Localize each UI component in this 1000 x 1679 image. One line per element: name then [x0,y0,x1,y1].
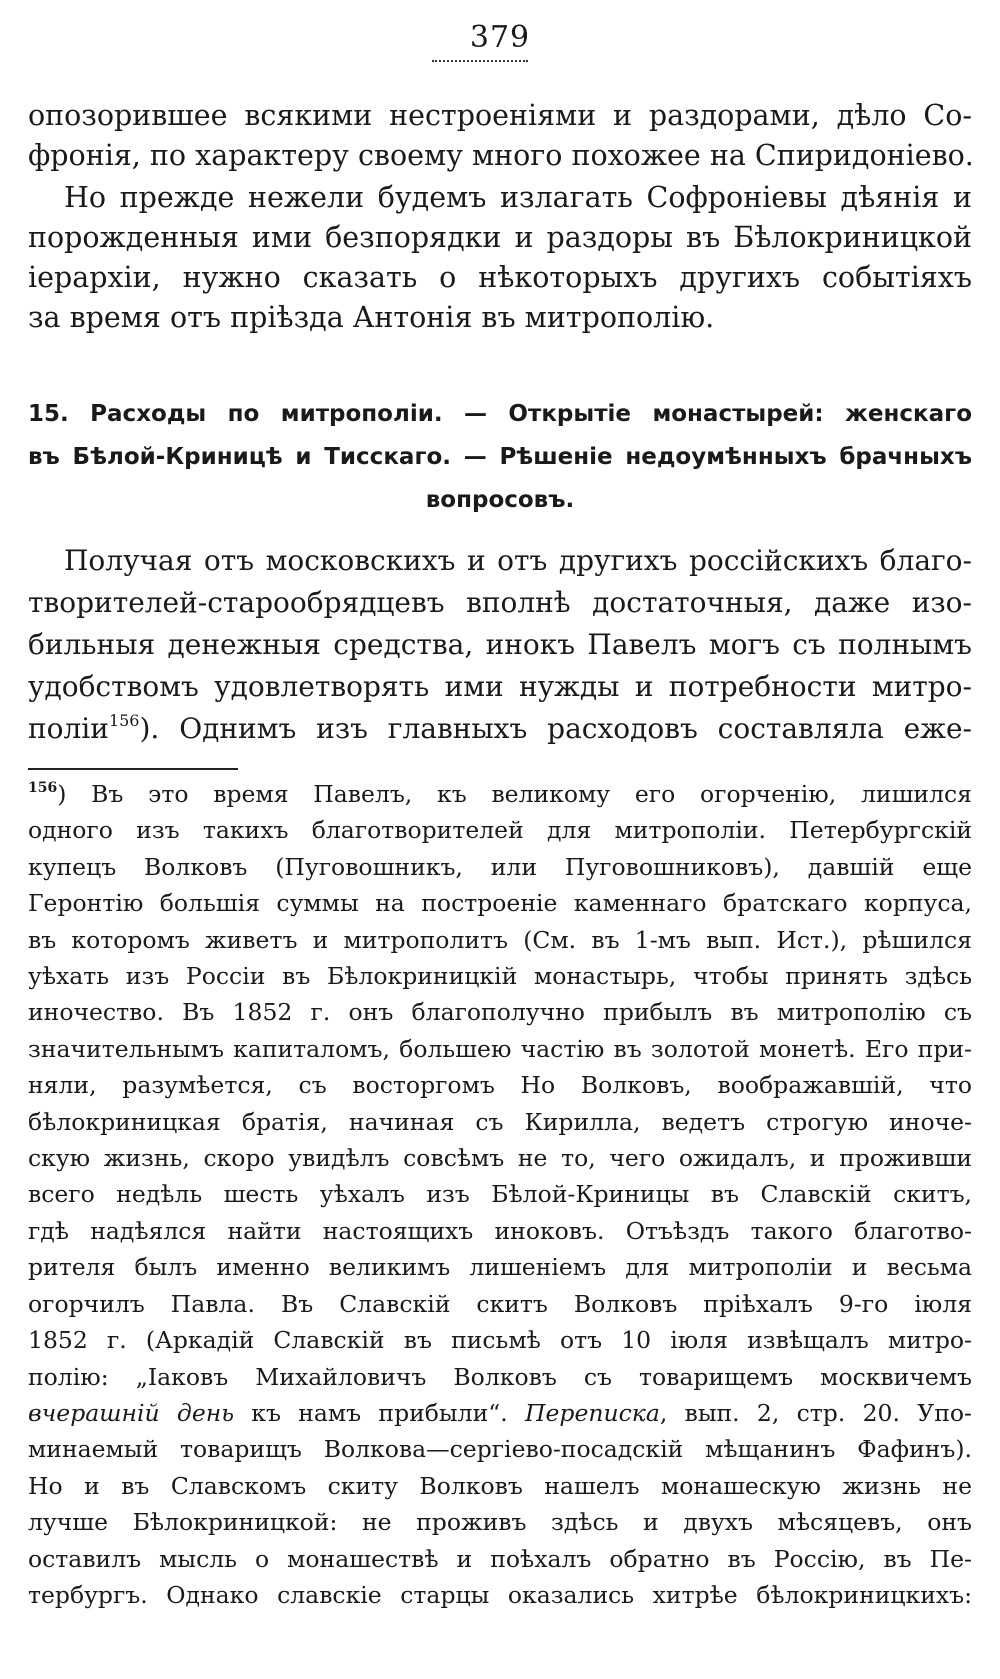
footnote-reference[interactable]: 156 [108,711,140,730]
footnote-line: въ которомъ живетъ и митрополитъ (См. въ 1-мъ вып. Ист.), рѣшился [28,925,972,954]
heading-line: вопросовъ. [425,487,575,513]
footnote-line: одного изъ такихъ благотворителей для митрополіи. Петербургскій [28,816,972,845]
footnote-line: гдѣ надѣялся найти настоящихъ иноковъ. Отъѣздъ такого благотво- [28,1216,972,1245]
paragraph-top [28,96,972,176]
footnote-line: всего недѣль шесть уѣхалъ изъ Бѣлой-Криницы въ Славскій скитъ, [28,1180,972,1209]
italic-quote: вчерашній день [28,1398,235,1427]
footnote-line: полію: „Іаковъ Михайловичъ Волковъ съ товарищемъ москвичемъ [28,1362,972,1391]
footnote-line [28,1395,972,1431]
text-fragment: поліи [28,712,109,745]
text-line: за время отъ пріѣзда Антонія въ митрополію. [28,301,715,334]
text-fragment: ). Однимъ изъ главныхъ расходовъ составляла еже- [139,712,972,745]
text-line: фронія, по характеру своему много похожее на Спиридоніево. [28,139,974,172]
footnote-line: минаемый товарищъ Волкова—сергіево-посадскій мѣщанинъ Фафинъ). [28,1435,972,1464]
footnote-line: Геронтію большія суммы на построеніе каменнаго братскаго корпуса, [28,889,972,918]
text-line: удобствомъ удовлетворять ими нужды и потребности митро- [28,670,972,703]
footnote-line: Но и въ Славскомъ скиту Волковъ нашелъ монашескую жизнь не [28,1471,972,1500]
footnote-line: скую жизнь, скоро увидѣлъ совсѣмъ не то, чего ожидалъ, и проживши [28,1144,972,1173]
footnote-divider [28,768,238,770]
footnote-line: 1852 г. (Аркадій Славскій въ письмѣ отъ 10 іюля извѣщалъ митро- [28,1326,972,1355]
footnote-line: рителя былъ именно великимъ лишеніемъ для митрополіи и весьма [28,1253,972,1282]
italic-source-title: Переписка [525,1398,660,1427]
section-heading [28,393,972,522]
footnote-line [28,776,972,812]
text-line: Получая отъ московскихъ и отъ другихъ россійскихъ благо- [64,544,972,577]
page-number-rule [432,60,528,62]
footnote-line: лучше Бѣлокриницкой: не проживъ здѣсь и двухъ мѣсяцевъ, онъ [28,1508,972,1537]
text-line-with-footnote [28,708,972,750]
footnote-line: тербургъ. Однако славскіе старцы оказались хитрѣе бѣлокриницкихъ: [28,1580,972,1609]
footnote-line: иночество. Въ 1852 г. онъ благополучно прибылъ въ митрополію съ [28,998,972,1027]
paragraph-second [28,178,972,338]
page-number: 379 [469,20,531,55]
text-fragment: къ намъ прибыли“. [234,1398,525,1427]
text-fragment: ) Въ это время Павелъ, къ великому его огорченію, лишился [57,780,972,808]
text-line: опозорившее всякими нестроеніями и раздорами, дѣло Со- [28,99,972,132]
footnote-line: купецъ Волковъ (Пуговошникъ, или Пуговошниковъ), давшій еще [28,852,972,881]
text-line: іерархіи, нужно сказать о нѣкоторыхъ другихъ событіяхъ [28,261,972,294]
text-line: бильныя денежныя средства, инокъ Павелъ могъ съ полнымъ [28,628,972,661]
footnote-line: няли, разумѣется, съ восторгомъ Но Волковъ, воображавшій, что [28,1071,972,1100]
text-line: порожденныя ими безпорядки и раздоры въ Бѣлокриницкой [28,221,972,254]
paragraph-main [28,540,972,750]
footnote-line: бѣлокриницкая братія, начиная съ Кирилла, ведетъ строгую иноче- [28,1107,972,1136]
footnote-line: уѣхать изъ Россіи въ Бѣлокриницкій монастырь, чтобы принять здѣсь [28,962,972,991]
footnote-marker: 156 [28,780,58,796]
footnote-156 [28,776,972,1613]
footnote-line: значительнымъ капиталомъ, большею частію въ золотой монетѣ. Его при- [28,1034,972,1063]
footnote-line: огорчилъ Павла. Въ Славскій скитъ Волковъ пріѣхалъ 9-го іюля [28,1289,972,1318]
text-line: Но прежде нежели будемъ излагать Софроніевы дѣянія и [64,181,972,214]
footnote-line: оставилъ мысль о монашествѣ и поѣхалъ обратно въ Россію, въ Пе- [28,1544,972,1573]
text-fragment: , вып. 2, стр. 20. Упо- [659,1398,972,1427]
heading-line: въ Бѣлой-Криницѣ и Тисскаго. — Рѣшеніе недоумѣнныхъ брачныхъ [28,444,972,470]
heading-line: 15. Расходы по митрополіи. — Открытіе монастырей: женскаго [28,401,972,427]
text-line: творителей-старообрядцевъ вполнѣ достаточныя, даже изо- [28,586,972,619]
